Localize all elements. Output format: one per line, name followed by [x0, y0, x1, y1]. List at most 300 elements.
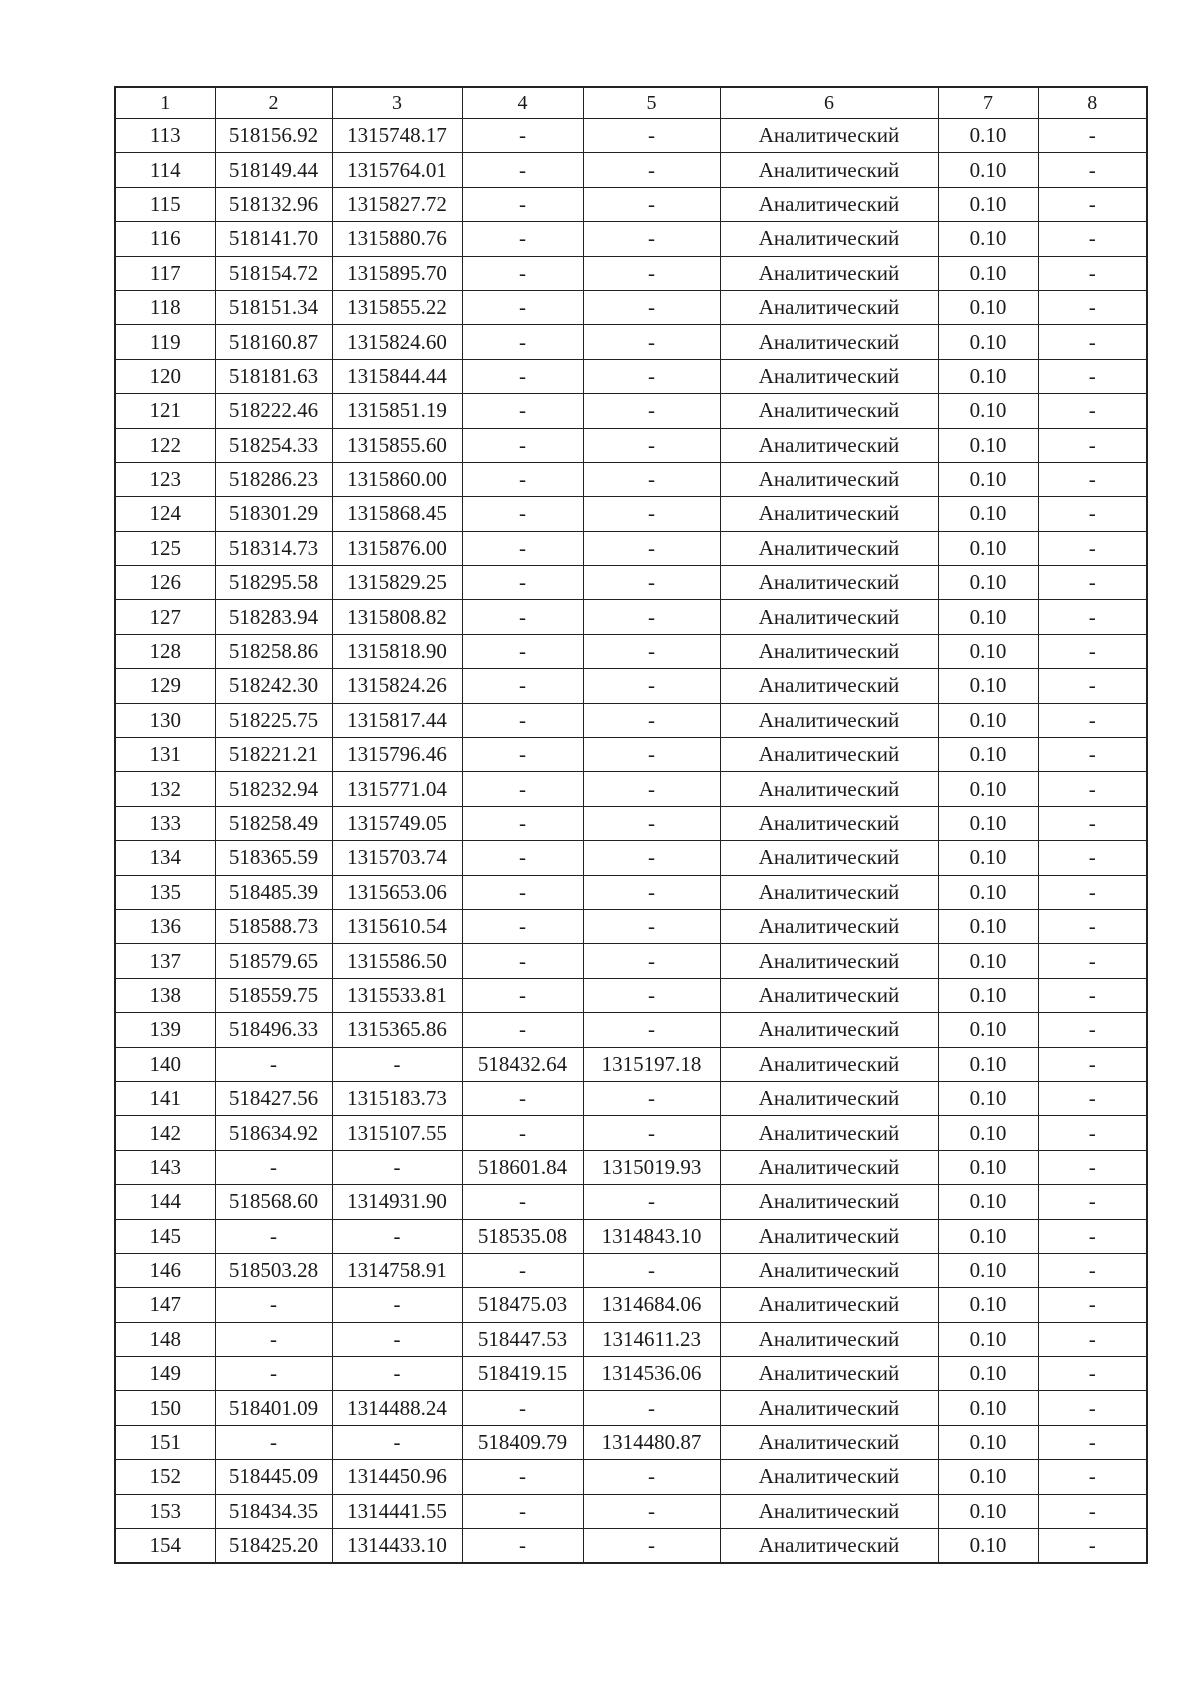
table-body	[115, 119, 1147, 1564]
note-cell: -	[1038, 428, 1147, 462]
table-row	[115, 428, 1147, 462]
y-coordinate-cell: -	[332, 1288, 462, 1322]
y-coordinate-cell: 1314488.24	[332, 1391, 462, 1425]
table-row	[115, 497, 1147, 531]
y-coordinate-cell: 1314450.96	[332, 1460, 462, 1494]
x-coordinate-cell: 518154.72	[215, 256, 332, 290]
x-coordinate-alt-cell: -	[462, 909, 583, 943]
note-cell: -	[1038, 703, 1147, 737]
y-coordinate-alt-cell: -	[583, 1116, 720, 1150]
y-coordinate-cell: 1315796.46	[332, 738, 462, 772]
point-number-cell: 127	[115, 600, 215, 634]
method-cell: Аналитический	[720, 1391, 938, 1425]
point-number-cell: 144	[115, 1185, 215, 1219]
point-number-cell: 126	[115, 566, 215, 600]
x-coordinate-alt-cell: -	[462, 978, 583, 1012]
accuracy-cell: 0.10	[938, 909, 1038, 943]
y-coordinate-alt-cell: -	[583, 359, 720, 393]
method-cell: Аналитический	[720, 909, 938, 943]
point-number-cell: 132	[115, 772, 215, 806]
accuracy-cell: 0.10	[938, 1081, 1038, 1115]
x-coordinate-alt-cell: -	[462, 1253, 583, 1287]
x-coordinate-alt-cell: -	[462, 153, 583, 187]
x-coordinate-cell: 518225.75	[215, 703, 332, 737]
x-coordinate-alt-cell: -	[462, 1460, 583, 1494]
note-cell: -	[1038, 909, 1147, 943]
y-coordinate-cell: 1315749.05	[332, 806, 462, 840]
x-coordinate-alt-cell: -	[462, 566, 583, 600]
y-coordinate-cell: 1315653.06	[332, 875, 462, 909]
x-coordinate-cell: 518588.73	[215, 909, 332, 943]
method-cell: Аналитический	[720, 1150, 938, 1184]
accuracy-cell: 0.10	[938, 600, 1038, 634]
x-coordinate-cell: 518496.33	[215, 1013, 332, 1047]
note-cell: -	[1038, 772, 1147, 806]
column-header: 8	[1038, 87, 1147, 119]
y-coordinate-alt-cell: -	[583, 394, 720, 428]
accuracy-cell: 0.10	[938, 978, 1038, 1012]
x-coordinate-alt-cell: -	[462, 875, 583, 909]
accuracy-cell: 0.10	[938, 806, 1038, 840]
note-cell: -	[1038, 600, 1147, 634]
table-row	[115, 772, 1147, 806]
note-cell: -	[1038, 566, 1147, 600]
x-coordinate-cell: -	[215, 1425, 332, 1459]
x-coordinate-alt-cell: 518432.64	[462, 1047, 583, 1081]
y-coordinate-cell: 1315855.22	[332, 290, 462, 324]
y-coordinate-alt-cell: -	[583, 256, 720, 290]
y-coordinate-cell: -	[332, 1357, 462, 1391]
column-header: 6	[720, 87, 938, 119]
y-coordinate-alt-cell: -	[583, 909, 720, 943]
y-coordinate-cell: 1315824.60	[332, 325, 462, 359]
table-row	[115, 1322, 1147, 1356]
x-coordinate-cell: 518579.65	[215, 944, 332, 978]
point-number-cell: 128	[115, 634, 215, 668]
accuracy-cell: 0.10	[938, 1219, 1038, 1253]
y-coordinate-alt-cell: 1314611.23	[583, 1322, 720, 1356]
accuracy-cell: 0.10	[938, 1116, 1038, 1150]
note-cell: -	[1038, 1494, 1147, 1528]
y-coordinate-alt-cell: -	[583, 428, 720, 462]
y-coordinate-alt-cell: -	[583, 566, 720, 600]
x-coordinate-cell: 518286.23	[215, 462, 332, 496]
x-coordinate-cell: 518401.09	[215, 1391, 332, 1425]
table-row	[115, 841, 1147, 875]
note-cell: -	[1038, 325, 1147, 359]
method-cell: Аналитический	[720, 1047, 938, 1081]
x-coordinate-alt-cell: -	[462, 222, 583, 256]
method-cell: Аналитический	[720, 256, 938, 290]
note-cell: -	[1038, 1391, 1147, 1425]
point-number-cell: 119	[115, 325, 215, 359]
note-cell: -	[1038, 394, 1147, 428]
y-coordinate-cell: 1315586.50	[332, 944, 462, 978]
point-number-cell: 141	[115, 1081, 215, 1115]
accuracy-cell: 0.10	[938, 531, 1038, 565]
point-number-cell: 118	[115, 290, 215, 324]
y-coordinate-alt-cell: -	[583, 841, 720, 875]
accuracy-cell: 0.10	[938, 634, 1038, 668]
note-cell: -	[1038, 1185, 1147, 1219]
x-coordinate-alt-cell: -	[462, 428, 583, 462]
y-coordinate-cell: 1315107.55	[332, 1116, 462, 1150]
y-coordinate-cell: -	[332, 1150, 462, 1184]
method-cell: Аналитический	[720, 806, 938, 840]
table-row	[115, 1150, 1147, 1184]
point-number-cell: 137	[115, 944, 215, 978]
note-cell: -	[1038, 497, 1147, 531]
x-coordinate-cell: -	[215, 1047, 332, 1081]
y-coordinate-alt-cell: -	[583, 153, 720, 187]
table-row	[115, 944, 1147, 978]
note-cell: -	[1038, 1357, 1147, 1391]
y-coordinate-cell: -	[332, 1322, 462, 1356]
y-coordinate-cell: 1315895.70	[332, 256, 462, 290]
column-header: 2	[215, 87, 332, 119]
table-row	[115, 119, 1147, 153]
note-cell: -	[1038, 1460, 1147, 1494]
point-number-cell: 124	[115, 497, 215, 531]
x-coordinate-cell: 518232.94	[215, 772, 332, 806]
accuracy-cell: 0.10	[938, 841, 1038, 875]
point-number-cell: 153	[115, 1494, 215, 1528]
y-coordinate-cell: 1315703.74	[332, 841, 462, 875]
column-header: 7	[938, 87, 1038, 119]
point-number-cell: 149	[115, 1357, 215, 1391]
y-coordinate-cell: 1315844.44	[332, 359, 462, 393]
note-cell: -	[1038, 359, 1147, 393]
y-coordinate-cell: 1315851.19	[332, 394, 462, 428]
accuracy-cell: 0.10	[938, 738, 1038, 772]
x-coordinate-cell: 518445.09	[215, 1460, 332, 1494]
table-row	[115, 669, 1147, 703]
y-coordinate-alt-cell: -	[583, 462, 720, 496]
note-cell: -	[1038, 153, 1147, 187]
note-cell: -	[1038, 1425, 1147, 1459]
y-coordinate-alt-cell: -	[583, 806, 720, 840]
x-coordinate-alt-cell: -	[462, 359, 583, 393]
x-coordinate-alt-cell: 518535.08	[462, 1219, 583, 1253]
x-coordinate-cell: 518427.56	[215, 1081, 332, 1115]
point-number-cell: 113	[115, 119, 215, 153]
point-number-cell: 138	[115, 978, 215, 1012]
y-coordinate-cell: 1315771.04	[332, 772, 462, 806]
point-number-cell: 135	[115, 875, 215, 909]
note-cell: -	[1038, 462, 1147, 496]
point-number-cell: 116	[115, 222, 215, 256]
x-coordinate-cell: 518242.30	[215, 669, 332, 703]
y-coordinate-alt-cell: -	[583, 497, 720, 531]
method-cell: Аналитический	[720, 1357, 938, 1391]
y-coordinate-alt-cell: -	[583, 531, 720, 565]
table-row	[115, 256, 1147, 290]
table-row	[115, 153, 1147, 187]
x-coordinate-alt-cell: -	[462, 394, 583, 428]
x-coordinate-alt-cell: -	[462, 634, 583, 668]
x-coordinate-cell: -	[215, 1150, 332, 1184]
method-cell: Аналитический	[720, 1219, 938, 1253]
method-cell: Аналитический	[720, 325, 938, 359]
x-coordinate-alt-cell: 518447.53	[462, 1322, 583, 1356]
accuracy-cell: 0.10	[938, 875, 1038, 909]
point-number-cell: 121	[115, 394, 215, 428]
x-coordinate-alt-cell: -	[462, 1494, 583, 1528]
method-cell: Аналитический	[720, 738, 938, 772]
table-row	[115, 600, 1147, 634]
method-cell: Аналитический	[720, 1529, 938, 1564]
x-coordinate-alt-cell: -	[462, 187, 583, 221]
y-coordinate-cell: 1315764.01	[332, 153, 462, 187]
method-cell: Аналитический	[720, 634, 938, 668]
note-cell: -	[1038, 978, 1147, 1012]
table-row	[115, 1391, 1147, 1425]
x-coordinate-cell: 518503.28	[215, 1253, 332, 1287]
y-coordinate-alt-cell: -	[583, 1185, 720, 1219]
point-number-cell: 122	[115, 428, 215, 462]
y-coordinate-alt-cell: -	[583, 290, 720, 324]
point-number-cell: 148	[115, 1322, 215, 1356]
x-coordinate-alt-cell: 518475.03	[462, 1288, 583, 1322]
accuracy-cell: 0.10	[938, 944, 1038, 978]
method-cell: Аналитический	[720, 875, 938, 909]
note-cell: -	[1038, 1322, 1147, 1356]
point-number-cell: 115	[115, 187, 215, 221]
y-coordinate-alt-cell: -	[583, 1529, 720, 1564]
table-row	[115, 1357, 1147, 1391]
accuracy-cell: 0.10	[938, 1013, 1038, 1047]
point-number-cell: 125	[115, 531, 215, 565]
method-cell: Аналитический	[720, 153, 938, 187]
method-cell: Аналитический	[720, 1013, 938, 1047]
table-row	[115, 909, 1147, 943]
table-row	[115, 222, 1147, 256]
accuracy-cell: 0.10	[938, 1460, 1038, 1494]
accuracy-cell: 0.10	[938, 119, 1038, 153]
accuracy-cell: 0.10	[938, 428, 1038, 462]
point-number-cell: 146	[115, 1253, 215, 1287]
table-row	[115, 1529, 1147, 1564]
point-number-cell: 131	[115, 738, 215, 772]
accuracy-cell: 0.10	[938, 1322, 1038, 1356]
y-coordinate-alt-cell: -	[583, 222, 720, 256]
y-coordinate-alt-cell: 1315019.93	[583, 1150, 720, 1184]
x-coordinate-alt-cell: -	[462, 1529, 583, 1564]
y-coordinate-alt-cell: 1314843.10	[583, 1219, 720, 1253]
y-coordinate-cell: 1315824.26	[332, 669, 462, 703]
x-coordinate-cell: 518254.33	[215, 428, 332, 462]
y-coordinate-alt-cell: -	[583, 772, 720, 806]
note-cell: -	[1038, 875, 1147, 909]
table-row	[115, 806, 1147, 840]
accuracy-cell: 0.10	[938, 1253, 1038, 1287]
y-coordinate-alt-cell: -	[583, 325, 720, 359]
method-cell: Аналитический	[720, 222, 938, 256]
y-coordinate-cell: 1315183.73	[332, 1081, 462, 1115]
point-number-cell: 123	[115, 462, 215, 496]
table-row	[115, 1185, 1147, 1219]
x-coordinate-cell: -	[215, 1219, 332, 1253]
y-coordinate-cell: 1315880.76	[332, 222, 462, 256]
table-row	[115, 738, 1147, 772]
column-header: 3	[332, 87, 462, 119]
x-coordinate-cell: 518132.96	[215, 187, 332, 221]
accuracy-cell: 0.10	[938, 1288, 1038, 1322]
table-row	[115, 634, 1147, 668]
x-coordinate-alt-cell: -	[462, 462, 583, 496]
y-coordinate-cell: 1314441.55	[332, 1494, 462, 1528]
y-coordinate-alt-cell: -	[583, 1391, 720, 1425]
point-number-cell: 150	[115, 1391, 215, 1425]
note-cell: -	[1038, 634, 1147, 668]
x-coordinate-cell: 518160.87	[215, 325, 332, 359]
note-cell: -	[1038, 1013, 1147, 1047]
table-row	[115, 1116, 1147, 1150]
y-coordinate-alt-cell: 1314480.87	[583, 1425, 720, 1459]
y-coordinate-cell: 1315860.00	[332, 462, 462, 496]
accuracy-cell: 0.10	[938, 1529, 1038, 1564]
y-coordinate-alt-cell: -	[583, 944, 720, 978]
y-coordinate-alt-cell: -	[583, 875, 720, 909]
point-number-cell: 142	[115, 1116, 215, 1150]
method-cell: Аналитический	[720, 428, 938, 462]
method-cell: Аналитический	[720, 978, 938, 1012]
method-cell: Аналитический	[720, 566, 938, 600]
accuracy-cell: 0.10	[938, 153, 1038, 187]
x-coordinate-cell: 518559.75	[215, 978, 332, 1012]
x-coordinate-cell: 518151.34	[215, 290, 332, 324]
point-number-cell: 130	[115, 703, 215, 737]
accuracy-cell: 0.10	[938, 566, 1038, 600]
y-coordinate-alt-cell: -	[583, 1460, 720, 1494]
x-coordinate-alt-cell: -	[462, 1391, 583, 1425]
y-coordinate-cell: -	[332, 1219, 462, 1253]
y-coordinate-cell: 1315748.17	[332, 119, 462, 153]
x-coordinate-alt-cell: -	[462, 531, 583, 565]
x-coordinate-cell: 518222.46	[215, 394, 332, 428]
method-cell: Аналитический	[720, 187, 938, 221]
y-coordinate-alt-cell: 1314536.06	[583, 1357, 720, 1391]
y-coordinate-cell: 1315808.82	[332, 600, 462, 634]
accuracy-cell: 0.10	[938, 222, 1038, 256]
table-row	[115, 531, 1147, 565]
column-header: 1	[115, 87, 215, 119]
table-row	[115, 187, 1147, 221]
method-cell: Аналитический	[720, 1185, 938, 1219]
y-coordinate-cell: 1315533.81	[332, 978, 462, 1012]
y-coordinate-alt-cell: -	[583, 978, 720, 1012]
method-cell: Аналитический	[720, 841, 938, 875]
point-number-cell: 145	[115, 1219, 215, 1253]
y-coordinate-cell: 1315817.44	[332, 703, 462, 737]
y-coordinate-cell: 1315818.90	[332, 634, 462, 668]
point-number-cell: 152	[115, 1460, 215, 1494]
method-cell: Аналитический	[720, 669, 938, 703]
y-coordinate-cell: 1314433.10	[332, 1529, 462, 1564]
point-number-cell: 140	[115, 1047, 215, 1081]
point-number-cell: 129	[115, 669, 215, 703]
y-coordinate-alt-cell: -	[583, 703, 720, 737]
y-coordinate-alt-cell: -	[583, 738, 720, 772]
method-cell: Аналитический	[720, 1460, 938, 1494]
x-coordinate-alt-cell: -	[462, 119, 583, 153]
table-row	[115, 1081, 1147, 1115]
method-cell: Аналитический	[720, 119, 938, 153]
x-coordinate-cell: 518258.49	[215, 806, 332, 840]
x-coordinate-cell: 518485.39	[215, 875, 332, 909]
x-coordinate-cell: 518156.92	[215, 119, 332, 153]
accuracy-cell: 0.10	[938, 1357, 1038, 1391]
y-coordinate-cell: 1314758.91	[332, 1253, 462, 1287]
y-coordinate-alt-cell: -	[583, 1013, 720, 1047]
y-coordinate-alt-cell: -	[583, 119, 720, 153]
method-cell: Аналитический	[720, 1288, 938, 1322]
method-cell: Аналитический	[720, 1116, 938, 1150]
note-cell: -	[1038, 1150, 1147, 1184]
method-cell: Аналитический	[720, 1081, 938, 1115]
note-cell: -	[1038, 1529, 1147, 1564]
y-coordinate-cell: 1315365.86	[332, 1013, 462, 1047]
x-coordinate-alt-cell: -	[462, 290, 583, 324]
point-number-cell: 114	[115, 153, 215, 187]
accuracy-cell: 0.10	[938, 1494, 1038, 1528]
accuracy-cell: 0.10	[938, 1185, 1038, 1219]
table-row	[115, 1494, 1147, 1528]
table-row	[115, 1460, 1147, 1494]
table-row	[115, 1253, 1147, 1287]
x-coordinate-cell: 518181.63	[215, 359, 332, 393]
method-cell: Аналитический	[720, 359, 938, 393]
method-cell: Аналитический	[720, 1494, 938, 1528]
note-cell: -	[1038, 1288, 1147, 1322]
table-row	[115, 1288, 1147, 1322]
note-cell: -	[1038, 1047, 1147, 1081]
x-coordinate-alt-cell: -	[462, 944, 583, 978]
x-coordinate-alt-cell: -	[462, 497, 583, 531]
point-number-cell: 133	[115, 806, 215, 840]
method-cell: Аналитический	[720, 772, 938, 806]
point-number-cell: 134	[115, 841, 215, 875]
method-cell: Аналитический	[720, 531, 938, 565]
accuracy-cell: 0.10	[938, 187, 1038, 221]
x-coordinate-alt-cell: -	[462, 1116, 583, 1150]
method-cell: Аналитический	[720, 703, 938, 737]
accuracy-cell: 0.10	[938, 669, 1038, 703]
note-cell: -	[1038, 1116, 1147, 1150]
note-cell: -	[1038, 290, 1147, 324]
x-coordinate-alt-cell: -	[462, 703, 583, 737]
x-coordinate-alt-cell: -	[462, 325, 583, 359]
accuracy-cell: 0.10	[938, 1150, 1038, 1184]
y-coordinate-cell: 1315868.45	[332, 497, 462, 531]
y-coordinate-cell: 1315855.60	[332, 428, 462, 462]
x-coordinate-alt-cell: 518419.15	[462, 1357, 583, 1391]
method-cell: Аналитический	[720, 394, 938, 428]
table-row	[115, 703, 1147, 737]
y-coordinate-cell: 1315876.00	[332, 531, 462, 565]
y-coordinate-alt-cell: -	[583, 600, 720, 634]
x-coordinate-cell: 518365.59	[215, 841, 332, 875]
note-cell: -	[1038, 1219, 1147, 1253]
note-cell: -	[1038, 1253, 1147, 1287]
y-coordinate-cell: 1314931.90	[332, 1185, 462, 1219]
x-coordinate-cell: -	[215, 1322, 332, 1356]
x-coordinate-cell: 518283.94	[215, 600, 332, 634]
accuracy-cell: 0.10	[938, 462, 1038, 496]
note-cell: -	[1038, 222, 1147, 256]
note-cell: -	[1038, 806, 1147, 840]
table-row	[115, 1219, 1147, 1253]
